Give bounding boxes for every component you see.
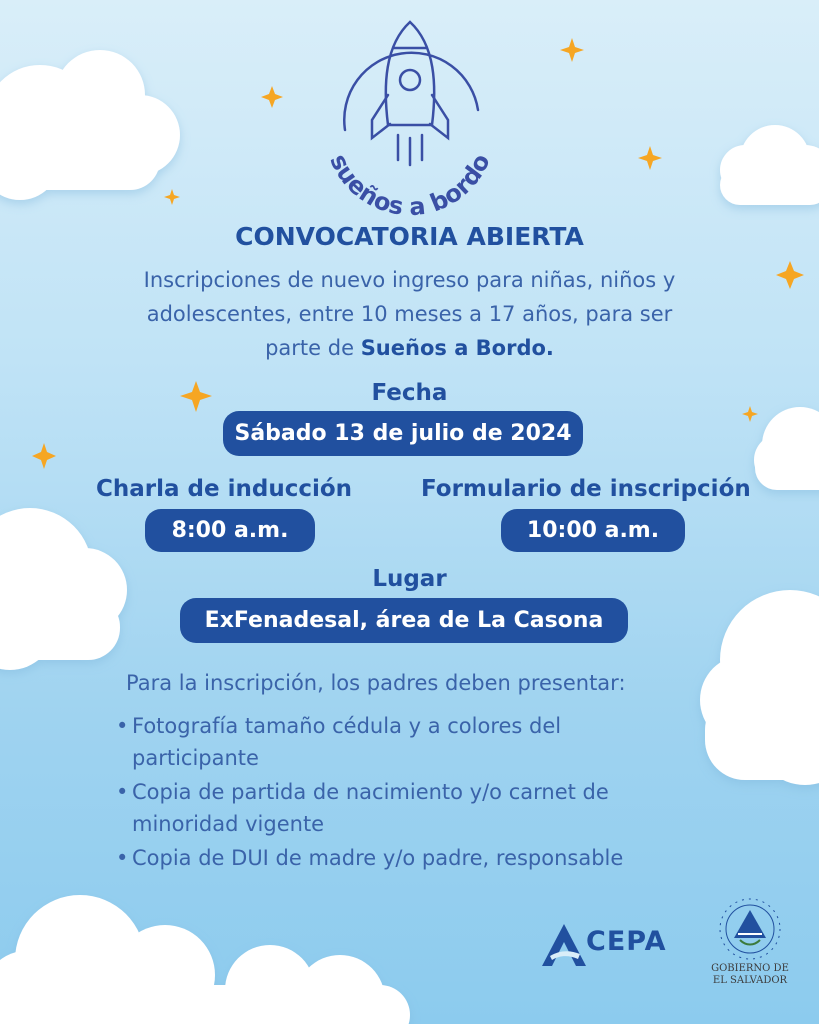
intro-text — [0, 263, 819, 365]
formulario-time: 10:00 a.m. — [501, 509, 685, 552]
cloud-icon — [754, 407, 819, 490]
intro-line: parte de Sueños a Bordo. — [265, 336, 554, 360]
list-item: • Copia de DUI de madre y/o padre, responsable — [114, 842, 714, 874]
government-label: GOBIERNO DE EL SALVADOR — [711, 963, 789, 986]
fecha-label: Fecha — [371, 380, 448, 406]
requirements-title: Para la inscripción, los padres deben presentar: — [126, 671, 626, 695]
lugar-value: ExFenadesal, área de La Casona — [180, 598, 628, 643]
formulario-label: Formulario de inscripción — [421, 476, 751, 502]
fecha-value: Sábado 13 de julio de 2024 — [223, 411, 583, 456]
intro-line: Inscripciones de nuevo ingreso para niñas, niños y — [143, 268, 676, 292]
intro-line: adolescentes, entre 10 meses a 17 años, para ser — [146, 302, 673, 326]
page-title: CONVOCATORIA ABIERTA — [235, 222, 584, 251]
government-seal-icon — [716, 896, 784, 962]
requirements-list — [114, 710, 714, 876]
rocket-icon — [344, 22, 478, 165]
cloud-icon — [700, 590, 819, 785]
charla-label: Charla de inducción — [96, 476, 353, 502]
lugar-label: Lugar — [372, 566, 447, 592]
logo-text: sueños a bordo — [324, 149, 496, 220]
list-item: • Copia de partida de nacimiento y/o carnet de minoridad vigente — [114, 776, 714, 840]
cepa-logo-icon — [540, 922, 588, 968]
cloud-icon — [0, 895, 410, 1024]
list-item: • Fotografía tamaño cédula y a colores del participante — [114, 710, 714, 774]
charla-time: 8:00 a.m. — [145, 509, 315, 552]
cepa-logo-text: CEPA — [586, 926, 667, 957]
suenos-a-bordo-logo — [0, 0, 819, 220]
